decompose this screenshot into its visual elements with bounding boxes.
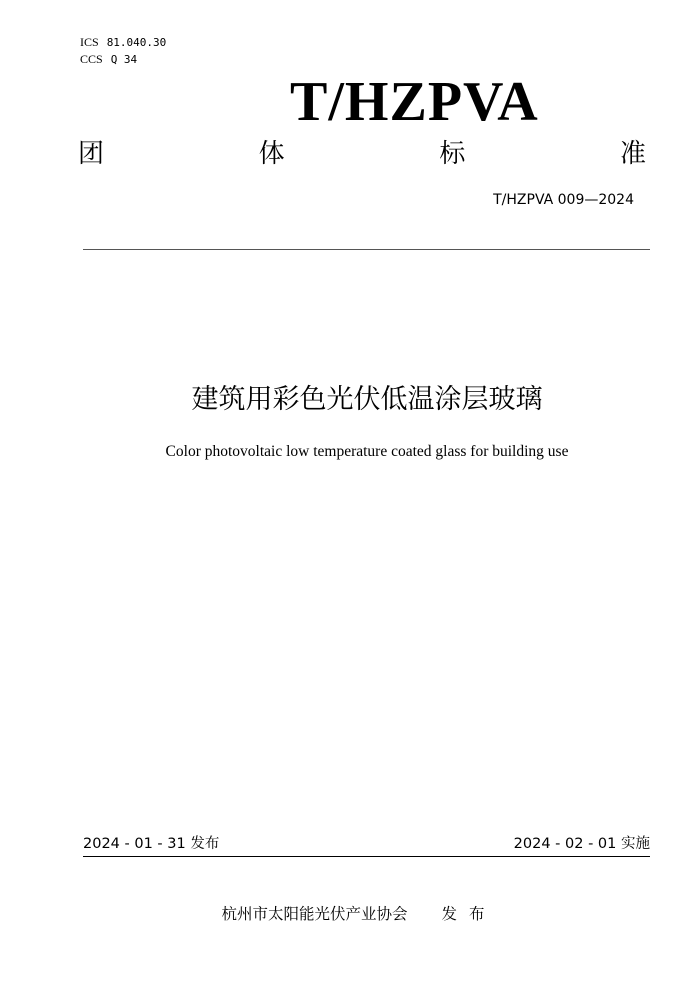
document-title-chinese: 建筑用彩色光伏低温涂层玻璃 [191, 384, 543, 415]
publish-verb: 发布 [441, 905, 497, 923]
document-title-english: Color photovoltaic low temperature coated glass for building use [165, 443, 569, 460]
standard-type-heading [78, 138, 646, 172]
ics-label: ICS [80, 35, 99, 49]
ics-line [80, 34, 166, 51]
ccs-code: Q 34 [110, 53, 138, 66]
standard-number: T/HZPVA 009—2024 [493, 192, 634, 208]
ccs-line [80, 51, 137, 68]
association-logo-text: T/HZPVA [290, 71, 539, 133]
standard-type-char: 准 [619, 139, 646, 169]
header-divider [83, 249, 650, 250]
implementation-date: 2024 - 02 - 01 实施 [513, 836, 650, 852]
standard-type-char: 标 [439, 139, 466, 169]
publisher-line [0, 904, 700, 924]
publisher-name: 杭州市太阳能光伏产业协会 [221, 905, 408, 923]
ccs-label: CCS [80, 52, 103, 66]
ics-code: 81.040.30 [106, 36, 167, 49]
standard-type-char: 团 [78, 139, 105, 169]
footer-divider [83, 856, 650, 857]
standard-type-char: 体 [258, 139, 285, 169]
issue-date: 2024 - 01 - 31 发布 [83, 836, 220, 852]
